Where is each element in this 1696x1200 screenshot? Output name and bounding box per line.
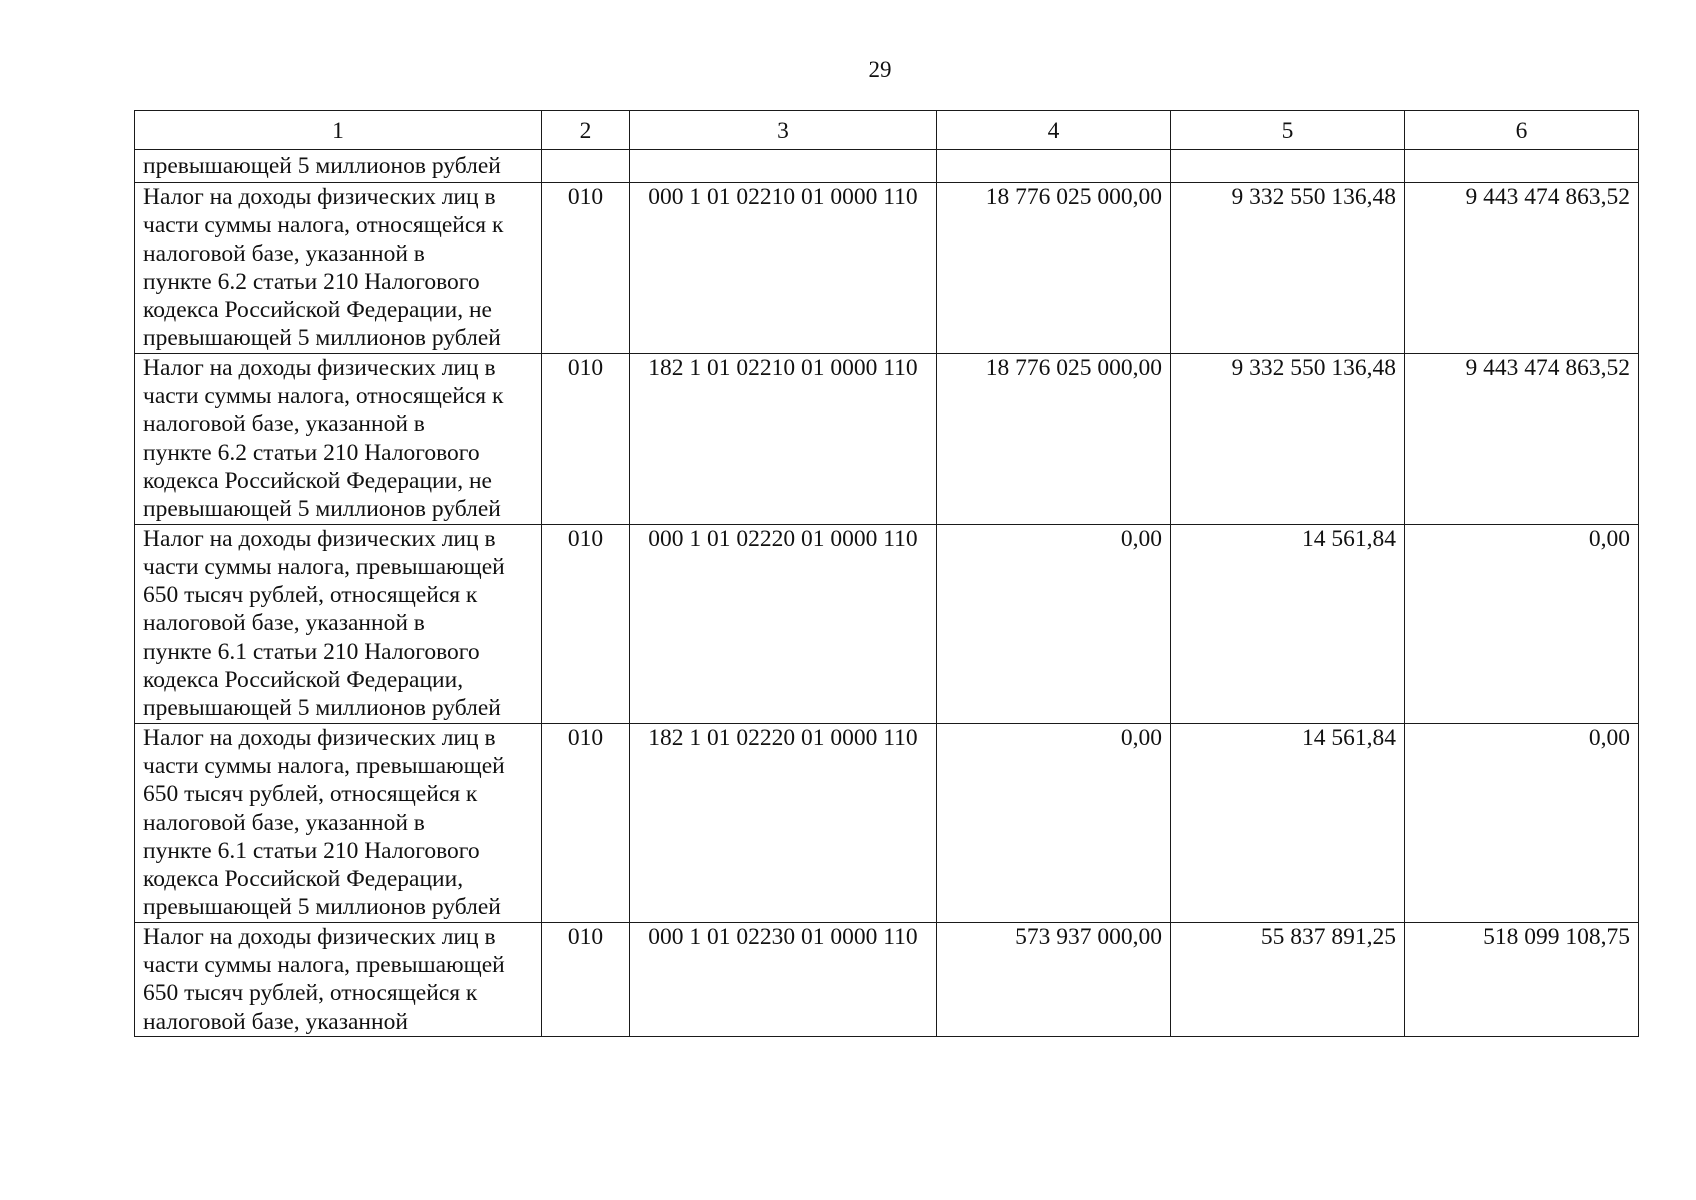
column-header-3: 3 [630, 111, 937, 150]
row-name-text: превышающей 5 миллионов рублей [143, 153, 501, 179]
row-budget-code [630, 150, 937, 183]
row-col5: 9 332 550 136,48 [1171, 353, 1405, 524]
row-budget-code: 182 1 01 02210 01 0000 110 [630, 353, 937, 524]
row-name [135, 183, 542, 354]
row-col6: 9 443 474 863,52 [1405, 183, 1639, 354]
income-report-table [134, 110, 1639, 1037]
column-header-1: 1 [135, 111, 542, 150]
column-header-6: 6 [1405, 111, 1639, 150]
row-col6 [1405, 150, 1639, 183]
row-name-text: Налог на доходы физических лиц в части суммы налога, относящейся к налоговой базе, указанной в пункте 6.2 статьи 210 Налогового кодекса Российской Федерации, не превышающей 5 миллионов рублей [143, 184, 504, 352]
row-name [135, 922, 542, 1036]
table-row [135, 183, 1639, 354]
row-col4: 0,00 [937, 524, 1171, 723]
row-col5: 55 837 891,25 [1171, 922, 1405, 1036]
row-name-text: Налог на доходы физических лиц в части суммы налога, относящейся к налоговой базе, указанной в пункте 6.2 статьи 210 Налогового кодекса Российской Федерации, не превышающей 5 миллионов рублей [143, 354, 504, 523]
row-col5: 14 561,84 [1171, 524, 1405, 723]
row-col4: 0,00 [937, 723, 1171, 922]
row-line-code: 010 [542, 353, 630, 524]
row-col6: 0,00 [1405, 524, 1639, 723]
row-col4: 573 937 000,00 [937, 922, 1171, 1036]
row-col5: 9 332 550 136,48 [1171, 183, 1405, 354]
row-col6: 518 099 108,75 [1405, 922, 1639, 1036]
row-budget-code: 000 1 01 02230 01 0000 110 [630, 922, 937, 1036]
row-col4 [937, 150, 1171, 183]
row-budget-code: 000 1 01 02210 01 0000 110 [630, 183, 937, 354]
row-line-code: 010 [542, 524, 630, 723]
row-col4: 18 776 025 000,00 [937, 353, 1171, 524]
continuation-row [135, 150, 1639, 183]
column-number-row [135, 111, 1639, 150]
row-name [135, 353, 542, 524]
row-line-code [542, 150, 630, 183]
table-row [135, 353, 1639, 524]
row-col5: 14 561,84 [1171, 723, 1405, 922]
column-header-2: 2 [542, 111, 630, 150]
row-col6: 0,00 [1405, 723, 1639, 922]
row-name [135, 524, 542, 723]
column-header-4: 4 [937, 111, 1171, 150]
row-col5 [1171, 150, 1405, 183]
row-budget-code: 000 1 01 02220 01 0000 110 [630, 524, 937, 723]
row-col6: 9 443 474 863,52 [1405, 353, 1639, 524]
table-row [135, 922, 1639, 1036]
table-row [135, 524, 1639, 723]
row-name-text: Налог на доходы физических лиц в части суммы налога, превышающей 650 тысяч рублей, относящейся к налоговой базе, указанной в пункте 6.1 статьи 210 Налогового кодекса Российской Федерации, превышающей 5 миллионов рублей [143, 525, 505, 722]
row-line-code: 010 [542, 183, 630, 354]
row-budget-code: 182 1 01 02220 01 0000 110 [630, 723, 937, 922]
row-name [135, 723, 542, 922]
row-col4: 18 776 025 000,00 [937, 183, 1171, 354]
page-number: 29 [868, 57, 892, 82]
row-name-text: Налог на доходы физических лиц в части суммы налога, превышающей 650 тысяч рублей, относящейся к налоговой базе, указанной в пункте 6.1 статьи 210 Налогового кодекса Российской Федерации, превышающей 5 миллионов рублей [143, 724, 505, 921]
column-header-5: 5 [1171, 111, 1405, 150]
row-name-text: Налог на доходы физических лиц в части суммы налога, превышающей 650 тысяч рублей, относящейся к налоговой базе, указанной [143, 923, 505, 1035]
row-line-code: 010 [542, 723, 630, 922]
row-name [135, 150, 542, 183]
row-line-code: 010 [542, 922, 630, 1036]
table-row [135, 723, 1639, 922]
